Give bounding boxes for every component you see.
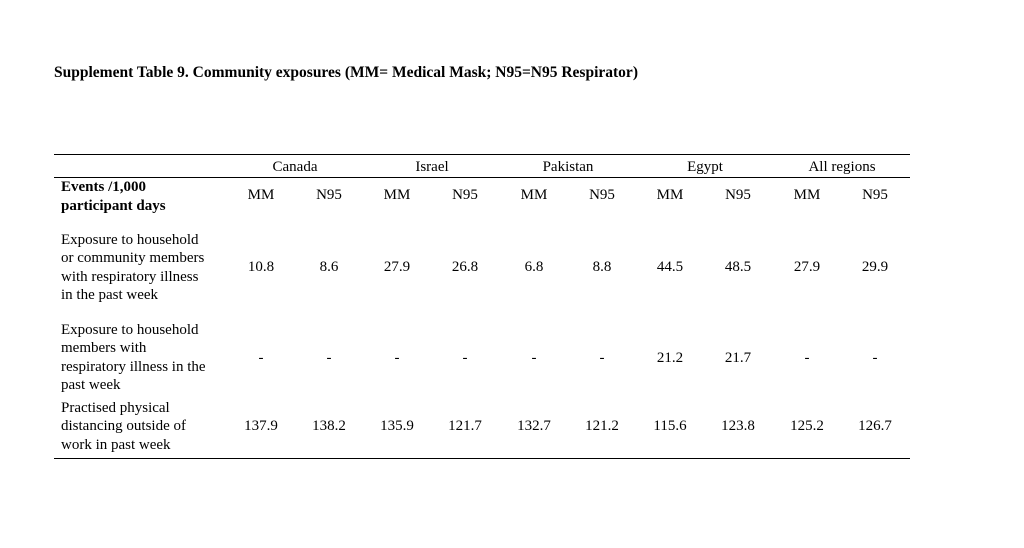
table-cell: - [258, 350, 264, 366]
row-label-line: respiratory illness in the [61, 358, 206, 375]
subcolumn-header: MM [383, 187, 411, 203]
table-cell: 48.5 [724, 259, 752, 275]
table-cell: 44.5 [656, 259, 684, 275]
row-label-line: work in past week [61, 436, 171, 453]
table-cell: 138.2 [312, 418, 346, 434]
table-top-rule [54, 154, 910, 155]
table-cell: 137.9 [244, 418, 278, 434]
table-cell: 21.7 [724, 350, 752, 366]
row-label-line: past week [61, 376, 121, 393]
table-caption: Supplement Table 9. Community exposures (MM= Medical Mask; N95=N95 Respirator) [54, 64, 638, 81]
table-cell: - [599, 350, 605, 366]
stub-header-line: participant days [61, 198, 166, 214]
table-bottom-rule [54, 458, 910, 459]
row-label-line: in the past week [61, 286, 159, 303]
row-label-line: with respiratory illness [61, 268, 199, 285]
subcolumn-header: MM [247, 187, 275, 203]
table-cell: - [531, 350, 537, 366]
row-label-line: Practised physical [61, 400, 170, 416]
region-header-all-regions: All regions [808, 159, 876, 175]
table-cell: 6.8 [524, 259, 544, 275]
table-cell: - [872, 350, 878, 366]
table-cell: 123.8 [721, 418, 755, 434]
table-cell: 27.9 [383, 259, 411, 275]
subcolumn-header: MM [520, 187, 548, 203]
table-cell: 132.7 [517, 418, 551, 434]
stub-header-line: Events /1,000 [61, 179, 147, 195]
row-label-line: Exposure to household [61, 322, 199, 338]
region-header-rule [54, 177, 910, 178]
table-cell: 135.9 [380, 418, 414, 434]
table-cell: 21.2 [656, 350, 684, 366]
table-cell: 121.2 [585, 418, 619, 434]
row-label-household-or-community-exposure [61, 231, 204, 304]
subcolumn-header: MM [656, 187, 684, 203]
table-cell: 126.7 [858, 418, 892, 434]
table-cell: - [326, 350, 332, 366]
table-cell: 29.9 [861, 259, 889, 275]
row-label-household-exposure [61, 321, 206, 394]
table-cell: 121.7 [448, 418, 482, 434]
table-cell: 8.8 [592, 259, 612, 275]
subcolumn-header: N95 [452, 187, 478, 203]
row-label-physical-distancing [61, 399, 186, 454]
subcolumn-header: N95 [862, 187, 888, 203]
row-label-line: distancing outside of [61, 418, 186, 435]
table-cell: 26.8 [451, 259, 479, 275]
row-label-line: Exposure to household [61, 232, 199, 248]
stub-header [61, 178, 166, 216]
table-cell: 125.2 [790, 418, 824, 434]
table-cell: 115.6 [653, 418, 687, 434]
region-header-israel: Israel [415, 159, 449, 175]
table-cell: 27.9 [793, 259, 821, 275]
row-label-line: or community members [61, 250, 205, 267]
table-cell: - [462, 350, 468, 366]
table-cell: 10.8 [247, 259, 275, 275]
subcolumn-header: N95 [589, 187, 615, 203]
table-cell: - [394, 350, 400, 366]
region-header-pakistan: Pakistan [542, 159, 594, 175]
table-cell: - [804, 350, 810, 366]
subcolumn-header: N95 [316, 187, 342, 203]
subcolumn-header: MM [793, 187, 821, 203]
region-header-egypt: Egypt [687, 159, 723, 175]
subcolumn-header: N95 [725, 187, 751, 203]
region-header-canada: Canada [272, 159, 318, 175]
table-cell: 8.6 [319, 259, 339, 275]
row-label-line: members with [61, 340, 147, 357]
